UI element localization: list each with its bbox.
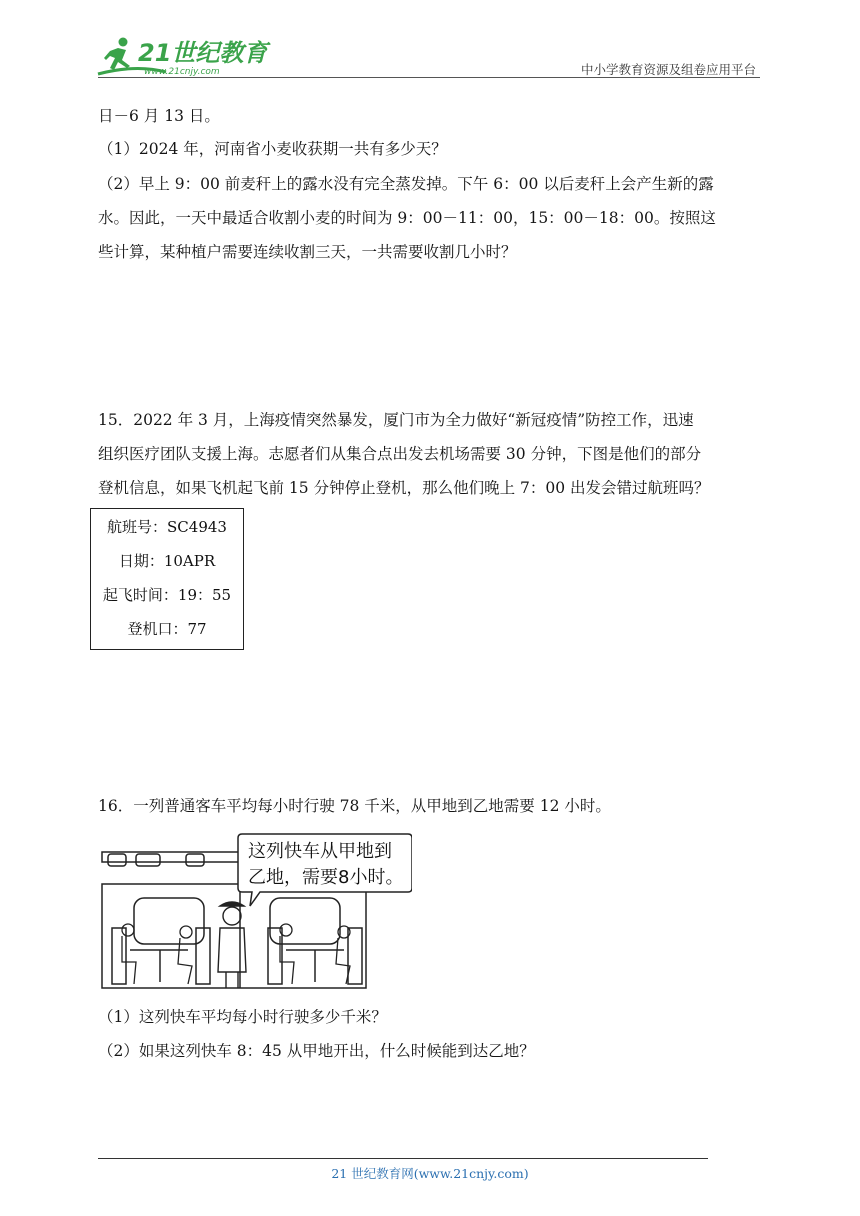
flight-gate: 登机口：77 xyxy=(127,620,207,638)
q16-line1: 16．一列普通客车平均每小时行驶 78 千米，从甲地到乙地需要 12 小时。 xyxy=(98,797,611,815)
header-divider xyxy=(98,77,760,78)
q15-line2: 组织医疗团队支援上海。志愿者们从集合点出发去机场需要 30 分钟，下图是他们的部分 xyxy=(98,445,702,463)
q14-sub1: （1）2024 年，河南省小麦收获期一共有多少天？ xyxy=(98,140,447,158)
train-illustration xyxy=(100,832,412,990)
q16-sub2: （2）如果这列快车 8：45 从甲地开出，什么时候能到达乙地？ xyxy=(98,1042,535,1060)
speech-bubble xyxy=(238,834,412,906)
flight-number: 航班号：SC4943 xyxy=(107,518,227,536)
svg-text:21世纪教育: 21世纪教育 xyxy=(138,39,268,67)
ceiling-speaker-icon xyxy=(108,854,126,866)
q14-sub2-line2: 水。因此，一天中最适合收割小麦的时间为 9：00－11：00，15：00－18：00。按照这 xyxy=(98,209,716,227)
flight-date: 日期：10APR xyxy=(118,552,216,570)
q16-sub1: （1）这列快车平均每小时行驶多少千米？ xyxy=(98,1008,387,1026)
flight-info-box xyxy=(90,508,244,650)
q14-sub2-line3: 些计算，某种植户需要连续收割三天，一共需要收割几小时？ xyxy=(98,243,517,261)
platform-name: 中小学教育资源及组卷应用平台 xyxy=(580,62,756,77)
passenger-figure xyxy=(122,924,350,984)
q15-line3: 登机信息，如果飞机起飞前 15 分钟停止登机，那么他们晚上 7：00 出发会错过航班吗？ xyxy=(98,479,710,497)
site-logo xyxy=(96,34,271,78)
footer-divider xyxy=(98,1158,708,1159)
ceiling-display-icon xyxy=(136,854,160,866)
q14-sub2-line1: （2）早上 9：00 前麦秆上的露水没有完全蒸发掉。下午 6：00 以后麦秆上会产生新的露 xyxy=(98,175,714,193)
svg-text:www.21cnjy.com: www.21cnjy.com xyxy=(144,67,220,77)
q14-line0: 日－6 月 13 日。 xyxy=(98,107,220,125)
bubble-line2: 乙地，需要8小时。 xyxy=(248,867,404,888)
conductor-figure xyxy=(218,902,246,988)
flight-departure: 起飞时间：19：55 xyxy=(102,586,232,604)
footer-link[interactable]: 21 世纪教育网(www.21cnjy.com) xyxy=(331,1166,529,1181)
ceiling-speaker-icon xyxy=(186,854,204,866)
bubble-line1: 这列快车从甲地到 xyxy=(248,841,392,862)
q15-line1: 15．2022 年 3 月，上海疫情突然暴发，厦门市为全力做好“新冠疫情”防控工作，迅速 xyxy=(98,411,694,429)
